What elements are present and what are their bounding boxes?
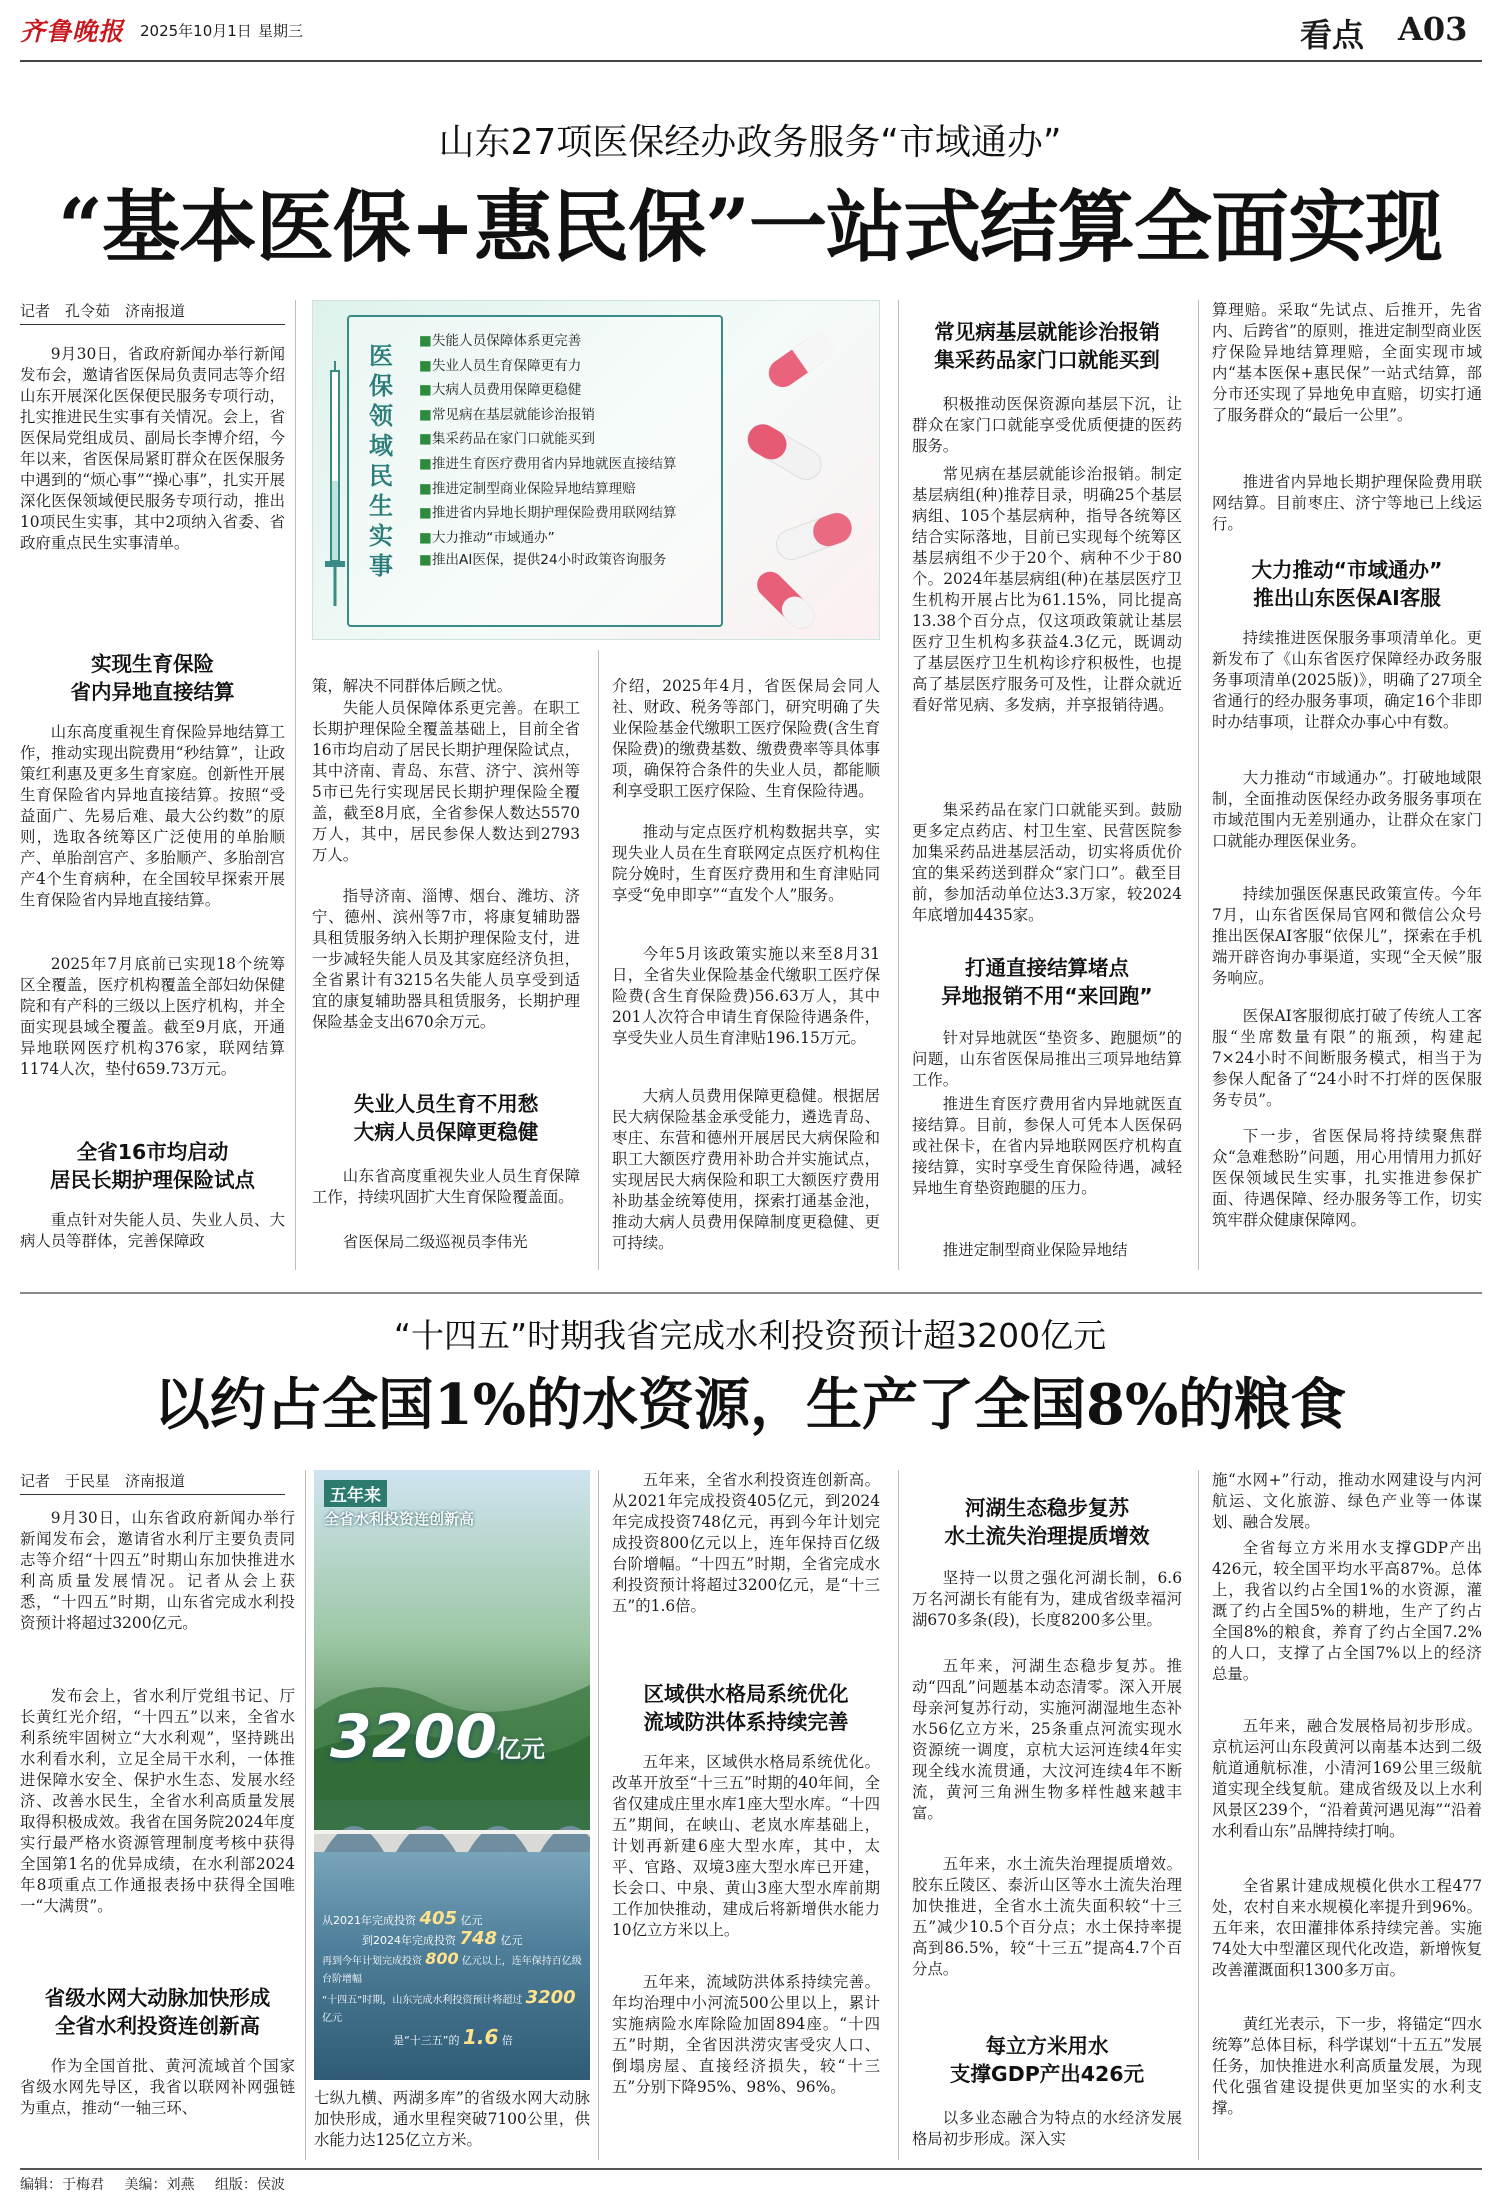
policy-infobox bbox=[312, 300, 880, 640]
story2-col3-body: 五年来，流域防洪体系持续完善。年均治理中小河流500公里以上，累计实施病险水库除险加固894座。“十四五”时期，全省因洪涝灾害受灾人口、倒塌房屋、直接经济损失，较“十三五”分别下降95%、98%、96%。 bbox=[612, 1973, 880, 2096]
story2-col5-body: 全省累计建成规模化供水工程477处，农村自来水规模化率提升到96%。五年来，农田灌排体系持续完善。实施74处大中型灌区现代化改造，新增恢复改善灌溉面积1300多万亩。 bbox=[1212, 1877, 1482, 1979]
subhead-line: 省级水网大动脉加快形成 bbox=[44, 1986, 271, 2010]
story1-col2-body: 失能人员保障体系更完善。在职工长期护理保险全覆盖基础上，目前全省16市均启动了居民长期护理保险试点，其中济南、青岛、东营、济宁、滨州等5市已先行实现居民长期护理保险全覆盖，截至8月底，全省参保人数达5570万人，其中，居民参保人数达到2793万人。 bbox=[312, 699, 580, 864]
infographic-tag: 五年来 bbox=[324, 1480, 387, 1507]
infographic-stat: 再到今年计划完成投资 800 亿元以上，连年保持百亿级台阶增幅 bbox=[322, 1949, 582, 1985]
story1-col4-body: 针对异地就医“垫资多、跑腿烦”的问题，山东省医保局推出三项异地结算工作。 bbox=[912, 1029, 1182, 1089]
story2-col1-body: 发布会上，省水利厅党组书记、厅长黄红光介绍，“十四五”以来，全省水利系统牢固树立“大水利观”，坚持跳出水利看水利，立足全局干水利，一体推进保障水安全、保护水生态、发展水经济、改善水民生，全省水利高质量发展取得积极成效。我省在国务院2024年度实行最严格水资源管理制度考核中获得全国第1名的优异成绩，在水利部2024年8项重点工作通报表扬中获得全国唯一“大满贯”。 bbox=[20, 1687, 295, 1915]
story2-headline: 以约占全国1%的水资源，生产了全国8%的粮食 bbox=[153, 1372, 1347, 1438]
newspaper-logo: 齐鲁晚报 bbox=[20, 17, 125, 46]
capsule-pills-icon bbox=[725, 321, 875, 631]
story-divider bbox=[20, 1292, 1482, 1294]
subhead-line: 大力推动“市域通办” bbox=[1251, 558, 1443, 582]
issue-date: 2025年10月1日 bbox=[140, 22, 252, 40]
subhead-line: 流域防洪体系持续完善 bbox=[643, 1710, 849, 1734]
infobox-item: ■推进省内异地长期护理保险费用联网结算 bbox=[419, 505, 677, 522]
story1-col5-body: 持续加强医保惠民政策宣传。今年7月，山东省医保局官网和微信公众号推出医保AI客服“依保儿”，探索在手机端开辟咨询办事渠道，实现“全天候”服务响应。 bbox=[1212, 885, 1482, 987]
infobox-item: ■推进生育医疗费用省内异地就医直接结算 bbox=[419, 455, 677, 472]
infobox-title: 医保领域民生实事 bbox=[369, 341, 393, 580]
infobox-item: ■大病人员费用保障更稳健 bbox=[419, 382, 582, 399]
infographic-stat: “十四五”时期，山东完成水利投资预计将超过 3200 亿元 bbox=[322, 1987, 576, 2024]
subhead-line: 居民长期护理保险试点 bbox=[50, 1168, 255, 1192]
infographic-stat: 是“十三五”的 1.6 倍 bbox=[393, 2025, 513, 2049]
infobox-item: ■失业人员生育保障更有力 bbox=[419, 357, 582, 374]
subhead-line: 全省水利投资连创新高 bbox=[55, 2014, 260, 2038]
story2-col5-body: 五年来，融合发展格局初步形成。京杭运河山东段黄河以南基本达到二级航道通航标准，小清河169公里三级航道实现全线复航。建成省级及以上水利风景区239个，“沿着黄河遇见海”“沿着水利看山东”品牌持续打响。 bbox=[1212, 1717, 1482, 1840]
subhead-line: 每立方米用水 bbox=[985, 2034, 1109, 2058]
section-name: 看点 bbox=[1300, 16, 1365, 54]
story2-col3-body: 五年来，区域供水格局系统优化。改革开放至“十三五”时期的40年间，全省仅建成庄里水库1座大型水库。“十四五”期间，在峡山、老岚水库基础上，计划再新建6座大型水库，其中，太平、官路、双境3座大型水库已开建，长会口、中泉、黄山3座大型水库前期工作加快推动，建成后将新增供水能力10亿立方米以上。 bbox=[612, 1753, 880, 1939]
story1-subhead-1 bbox=[20, 650, 285, 706]
subhead-line: 打通直接结算堵点 bbox=[965, 956, 1129, 980]
infographic-big-number: 3200亿元 bbox=[330, 1702, 545, 1772]
subhead-line: 实现生育保险 bbox=[91, 652, 214, 676]
story1-col1-body: 2025年7月底前已实现18个统筹区全覆盖，医疗机构覆盖全部妇幼保健院和有产科的三级以上医疗机构，并全面实现县域全覆盖。截至9月底，开通异地联网医疗机构376家，联网结算1174人次，垫付659.73万元。 bbox=[20, 955, 285, 1078]
subhead-line: 省内异地直接结算 bbox=[70, 680, 235, 704]
story1-col4-body: 常见病在基层就能诊治报销。制定基层病组(种)推荐目录，明确25个基层病组、105个基层病种，指导各统筹区结合实际落地，目前已实现每个统筹区基层病组不少于20个、病种不少于80个。2024年基层病组(种)在基层医疗卫生机构开展占比为61.15%，同比提高13.38个百分点，仅这项政策就让基层医疗卫生机构多获益4.3亿元，既调动了基层医疗卫生机构诊疗积极性，也提高了基层医疗服务可及性，让群众就近看好常见病、多发病，并享报销待遇。 bbox=[912, 465, 1182, 714]
infobox-item: ■推出AI医保，提供24小时政策咨询服务 bbox=[419, 552, 667, 569]
story1-col3-body: 今年5月该政策实施以来至8月31日，全省失业保险基金代缴职工医疗保险费(含生育保险费)56.63万人，其中201人次符合申请生育保险待遇条件，享受失业人员生育津贴196.15万元。 bbox=[612, 945, 880, 1047]
subhead-line: 区域供水格局系统优化 bbox=[643, 1682, 849, 1706]
infographic-stat: 到2024年完成投资 748 亿元 bbox=[362, 1928, 523, 1949]
story2-subhead-3 bbox=[912, 1494, 1182, 1550]
story1-subhead-4 bbox=[912, 318, 1182, 374]
infographic-stat: 从2021年完成投资 405 亿元 bbox=[322, 1908, 483, 1929]
story1-kicker: 山东27项医保经办政务服务“市域通办” bbox=[438, 122, 1062, 163]
footer-editor: 编辑：于梅君 bbox=[20, 2177, 104, 2193]
story1-headline: “基本医保+惠民保”一站式结算全面实现 bbox=[57, 182, 1443, 273]
story1-col5-body: 下一步，省医保局将持续聚焦群众“急难愁盼”问题，用心用情用力抓好医保领域民生实事，扎实推进参保扩面、待遇保障、经办服务等工作，切实筑牢群众健康保障网。 bbox=[1212, 1127, 1482, 1229]
infographic-title: 全省水利投资连创新高 bbox=[324, 1510, 475, 1528]
story1-subhead-5 bbox=[912, 954, 1182, 1010]
story2-byline: 记者 于民星 济南报道 bbox=[20, 1470, 285, 1495]
story1-col1-intro: 9月30日，省政府新闻办举行新闻发布会，邀请省医保局负责同志等介绍山东开展深化医保便民服务专项行动，扎实推进民生实事有关情况。会上，省医保局党组成员、副局长李博介绍，今年以来，省医保局紧盯群众在医保服务中遇到的“烦心事”“操心事”，扎实开展深化医保领域便民服务专项行动，推出10项民生实事，其中2项纳入省委、省政府重点民生实事清单。 bbox=[20, 345, 285, 552]
footer-designer: 美编：刘燕 bbox=[124, 2177, 195, 2193]
story1-subhead-2 bbox=[20, 1138, 285, 1194]
story2-col2-body: 七纵九横、两湖多库”的省级水网大动脉加快形成，通水里程突破7100公里，供水能力达125亿立方米。 bbox=[314, 2089, 590, 2149]
story1-col2-body: 省医保局二级巡视员李伟光 bbox=[342, 1233, 528, 1251]
story1-col3-body: 介绍，2025年4月，省医保局会同人社、财政、税务等部门，研究明确了失业保险基金代缴职工医疗保险费(含生育保险费)的缴费基数、缴费费率等具体事项，确保符合条件的失业人员，都能顺利享受职工医疗保险、生育保险待遇。 bbox=[612, 677, 880, 800]
subhead-line: 异地报销不用“来回跑” bbox=[941, 984, 1153, 1008]
story1-col4-body: 推进生育医疗费用省内异地就医直接结算。目前，参保人可凭本人医保码或社保卡，在省内异地联网医疗机构直接结算，实时享受生育保险待遇，减轻异地生育垫资跑腿的压力。 bbox=[912, 1095, 1182, 1197]
story1-col2-body: 山东省高度重视失业人员生育保障工作，持续巩固扩大生育保险覆盖面。 bbox=[312, 1167, 580, 1206]
story1-col5-body: 大力推动“市域通办”。打破地域限制，全面推动医保经办政务服务事项在市域范围内无差别通办，让群众在家门口就能办理医保业务。 bbox=[1212, 769, 1482, 850]
subhead-line: 推出山东医保AI客服 bbox=[1253, 586, 1441, 610]
story1-col5-body: 推进省内异地长期护理保险费用联网结算。目前枣庄、济宁等地已上线运行。 bbox=[1212, 473, 1482, 533]
story1-col5-body: 医保AI客服彻底打破了传统人工客服“坐席数量有限”的瓶颈，构建起7×24小时不间断服务模式，相当于为参保人配备了“24小时不打烊的医保服务专员”。 bbox=[1212, 1007, 1482, 1109]
story2-col4-body: 以多业态融合为特点的水经济发展格局初步形成。深入实 bbox=[912, 2109, 1182, 2148]
page-number: A03 bbox=[1398, 10, 1468, 48]
story1-col2-body: 指导济南、淄博、烟台、潍坊、济宁、德州、滨州等7市，将康复辅助器具租赁服务纳入长期护理保险支付，进一步减轻失能人员及其家庭经济负担，全省累计有3215名失能人员享受到适宜的康复辅助器具租赁服务，长期护理保险基金支出670余万元。 bbox=[312, 887, 580, 1031]
story1-col3-body: 大病人员费用保障更稳健。根据居民大病保险基金承受能力，遴选青岛、枣庄、东营和德州开展居民大病保险和职工大额医疗费用补助合并实施试点，实现居民大病保险和职工大额医疗费用补助基金统筹使用，探索打通基金池，推动大病人员费用保障制度更稳健、更可持续。 bbox=[612, 1087, 880, 1252]
story2-col4-body: 五年来，河湖生态稳步复苏。推动“四乱”问题基本动态清零。深入开展母亲河复苏行动，实施河湖湿地生态补水56亿立方米，25条重点河流实现水资源统一调度，京杭大运河连续4年实现全线水流贯通，大汶河连续4年不断流，黄河三角洲生物多样性越来越丰富。 bbox=[912, 1657, 1182, 1822]
subhead-line: 常见病基层就能诊治报销 bbox=[934, 320, 1160, 344]
subhead-line: 水土流失治理提质增效 bbox=[944, 1524, 1150, 1548]
subhead-line: 支撑GDP产出426元 bbox=[949, 2062, 1145, 2086]
story2-col5-body: 黄红光表示，下一步，将锚定“四水统筹”总体目标，科学谋划“十五五”发展任务，加快推进水利高质量发展，为现代化强省建设提供更加坚实的水利支撑。 bbox=[1212, 2015, 1482, 2117]
investment-infographic bbox=[314, 1470, 590, 2080]
issue-weekday: 星期三 bbox=[258, 22, 304, 40]
masthead-rule bbox=[20, 60, 1482, 62]
story2-col4-body: 五年来，水土流失治理提质增效。胶东丘陵区、泰沂山区等水土流失治理加快推进，全省水土流失面积较“十三五”减少10.5个百分点；水土保持率提高到86.5%，较“十三五”提高4.7个百分点。 bbox=[912, 1855, 1182, 1978]
infographic-stats bbox=[322, 1910, 584, 2050]
story2-col1-body: 作为全国首批、黄河流域首个国家省级水网先导区，我省以联网补网强链为重点，推动“一轴三环、 bbox=[20, 2057, 295, 2117]
story2-col1-body: 9月30日，山东省政府新闻办举行新闻发布会，邀请省水利厅主要负责同志等介绍“十四五”时期山东加快推进水利高质量发展情况。记者从会上获悉，“十四五”时期，山东省完成水利投资预计将超过3200亿元。 bbox=[20, 1509, 295, 1632]
story2-col3-body: 五年来，全省水利投资连创新高。从2021年完成投资405亿元，到2024年完成投资748亿元，再到今年计划完成投资800亿元以上，连年保持百亿级台阶增幅。“十四五”时期，全省完成水利投资预计将超过3200亿元，是“十三五”的1.6倍。 bbox=[612, 1471, 880, 1615]
story2-subhead-2 bbox=[612, 1680, 880, 1736]
masthead bbox=[0, 0, 1500, 60]
story1-col4-body: 集采药品在家门口就能买到。鼓励更多定点药店、村卫生室、民营医院参加集采药品进基层活动，切实将质优价宜的集采药送到群众“家门口”。截至目前，参加活动单位达3.3万家，较2024年底增加4435家。 bbox=[912, 801, 1182, 924]
story1-byline: 记者 孔令茹 济南报道 bbox=[20, 300, 285, 325]
subhead-line: 集采药品家门口就能买到 bbox=[934, 348, 1160, 372]
story2-subhead-1 bbox=[20, 1984, 295, 2040]
subhead-line: 全省16市均启动 bbox=[76, 1140, 229, 1164]
story2-col5-body: 全省每立方米用水支撑GDP产出426元，较全国平均水平高87%。总体上，我省以约占全国1%的水资源，灌溉了约占全国5%的耕地，生产了约占全国8%的粮食，养育了约占全国7.2%的人口，支撑了占全国7%以上的经济总量。 bbox=[1212, 1539, 1482, 1683]
story1-col1-body: 山东高度重视生育保险异地结算工作，推动实现出院费用“秒结算”，让政策红利惠及更多生育家庭。创新性开展生育保险省内异地直接结算。按照“受益面广、先易后难、最大公约数”的原则，选取各统筹区广泛使用的单胎顺产、单胎剖宫产、多胎顺产、多胎剖宫产4个生育病种，在全国较早探索开展生育保险省内异地直接结算。 bbox=[20, 723, 285, 909]
story2-col5-body: 施“水网+”行动，推动水网建设与内河航运、文化旅游、绿色产业等一体谋划、融合发展。 bbox=[1212, 1471, 1482, 1531]
story1-col4-body: 推进定制型商业保险异地结 bbox=[942, 1241, 1128, 1259]
infobox-list bbox=[419, 329, 719, 571]
infobox-item: ■大力推动“市域通办” bbox=[419, 529, 555, 546]
footer-rule bbox=[20, 2168, 1482, 2170]
story2-col4-body: 坚持一以贯之强化河湖长制，6.6万名河湖长有能有为，建成省级幸福河湖670多条(段)，长度8200多公里。 bbox=[912, 1569, 1182, 1629]
story2-subhead-4 bbox=[912, 2032, 1182, 2088]
infobox-item: ■推进定制型商业保险异地结算理赔 bbox=[419, 480, 636, 497]
story2-kicker: “十四五”时期我省完成水利投资预计超3200亿元 bbox=[393, 1316, 1107, 1355]
story1-subhead-6 bbox=[1212, 556, 1482, 612]
story1-col2-body: 策，解决不同群体后顾之忧。 bbox=[312, 677, 513, 695]
story1-subhead-3 bbox=[312, 1090, 580, 1146]
story1-col1-body: 重点针对失能人员、失业人员、大病人员等群体，完善保障政 bbox=[20, 1211, 285, 1250]
infobox-item: ■集采药品在家门口就能买到 bbox=[419, 431, 595, 448]
story1-col5-body: 算理赔。采取“先试点、后推开，先省内、后跨省”的原则，推进定制型商业医疗保险异地结算理赔，全面实现市域内“基本医保+惠民保”一站式结算，部分市还实现了异地免申直赔，切实打通了服务群众的“最后一公里”。 bbox=[1212, 301, 1482, 424]
footer-proof: 组版：侯波 bbox=[214, 2177, 285, 2193]
syringe-icon bbox=[323, 361, 347, 611]
subhead-line: 河湖生态稳步复苏 bbox=[965, 1496, 1129, 1520]
footer-credits bbox=[20, 2174, 285, 2194]
infobox-item: ■常见病在基层就能诊治报销 bbox=[419, 406, 595, 423]
story1-col4-body: 积极推动医保资源向基层下沉，让群众在家门口就能享受优质便捷的医药服务。 bbox=[912, 395, 1182, 455]
infobox-item: ■失能人员保障体系更完善 bbox=[419, 333, 582, 349]
story1-col5-body: 持续推进医保服务事项清单化。更新发布了《山东省医疗保障经办政务服务事项清单(2025版)》，明确了27项全省通行的经办服务事项，确定16个非即时办结事项，让群众办事心中有数。 bbox=[1212, 629, 1482, 731]
story1-col3-body: 推动与定点医疗机构数据共享，实现失业人员在生育联网定点医疗机构住院分娩时，生育医疗费用和生育津贴同享受“免申即享”“直发个人”服务。 bbox=[612, 823, 880, 904]
subhead-line: 失业人员生育不用愁 bbox=[353, 1092, 539, 1116]
subhead-line: 大病人员保障更稳健 bbox=[353, 1120, 539, 1144]
